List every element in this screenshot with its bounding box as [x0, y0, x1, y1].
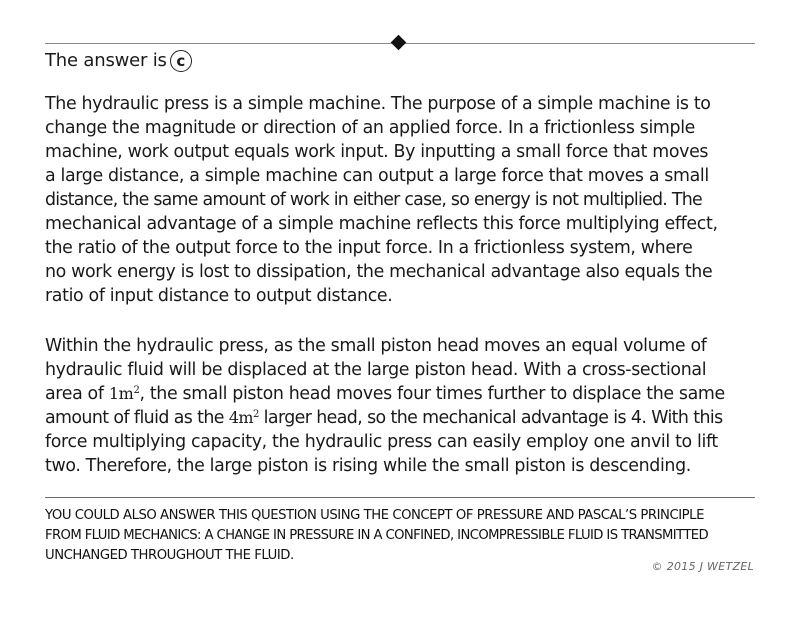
text-line: hydraulic fluid will be displaced at the large piston head. With a cross-sectional: [45, 360, 707, 380]
text-line: two. Therefore, the large piston is rising while the small piston is descending.: [45, 456, 691, 476]
text-line: force multiplying capacity, the hydraulic press can easily employ one anvil to lift: [45, 432, 718, 452]
math-value: 4m: [228, 408, 253, 427]
text-fragment: amount of fluid as the: [45, 408, 229, 428]
text-line: ratio of input distance to output distance.: [45, 286, 393, 306]
explanation-paragraph-1: [45, 92, 760, 308]
area-value-small: [109, 384, 140, 403]
text-line: machine, work output equals work input. By inputting a small force that moves: [45, 142, 709, 162]
text-line: the ratio of the output force to the input force. In a frictionless system, where: [45, 238, 693, 258]
text-fragment: area of: [45, 384, 109, 404]
math-exponent: 2: [133, 385, 140, 396]
answer-prefix: The answer is: [45, 50, 167, 71]
text-fragment: , the small piston head moves four times further to displace the same: [139, 384, 725, 404]
diamond-icon: [391, 35, 407, 51]
text-line: [45, 382, 760, 406]
text-line: [45, 406, 760, 430]
math-exponent: 2: [252, 409, 259, 420]
text-line: no work energy is lost to dissipation, the mechanical advantage also equals the: [45, 262, 713, 282]
explanation-paragraph-2: [45, 334, 760, 478]
bottom-divider: [45, 497, 755, 498]
answer-heading: [45, 50, 192, 72]
footnote-line: FROM FLUID MECHANICS: A CHANGE IN PRESSURE IN A CONFINED, INCOMPRESSIBLE FLUID IS TRANSMITTED: [45, 528, 709, 543]
footnote-line: UNCHANGED THROUGHOUT THE FLUID.: [45, 548, 294, 563]
text-line: change the magnitude or direction of an applied force. In a frictionless simple: [45, 118, 696, 138]
footnote-line: YOU COULD ALSO ANSWER THIS QUESTION USING THE CONCEPT OF PRESSURE AND PASCAL’S PRINCIPLE: [45, 508, 704, 523]
text-line: The hydraulic press is a simple machine. The purpose of a simple machine is to: [45, 94, 711, 114]
area-value-large: [229, 408, 259, 427]
math-value: 1m: [108, 384, 134, 403]
text-fragment: larger head, so the mechanical advantage is 4. With this: [258, 408, 723, 428]
text-line: Within the hydraulic press, as the small piston head moves an equal volume of: [45, 336, 707, 356]
answer-choice-badge: c: [170, 50, 192, 72]
text-line: mechanical advantage of a simple machine reflects this force multiplying effect,: [45, 214, 718, 234]
footnote: [45, 506, 760, 566]
text-line: a large distance, a simple machine can output a large force that moves a small: [45, 166, 709, 186]
text-line: distance, the same amount of work in either case, so energy is not multiplied. The: [45, 190, 702, 210]
copyright-notice: © 2015 J WETZEL: [651, 560, 754, 573]
